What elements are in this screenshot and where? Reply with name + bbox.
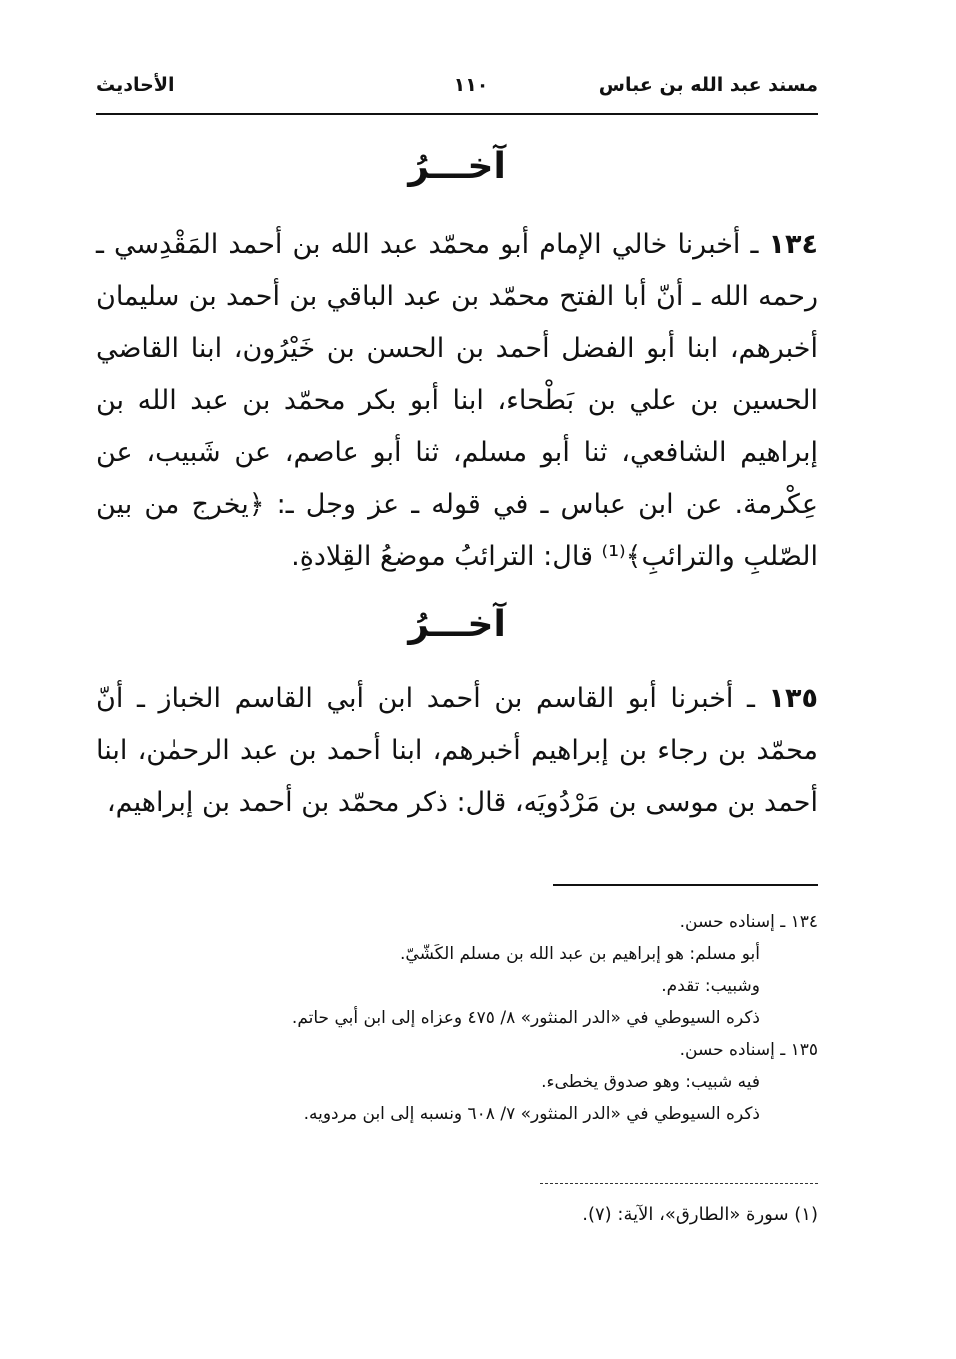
hadith-text: ـ أخبرنا أبو القاسم بن أحمد ابن أبي القاسم الخباز ـ أنّ محمّد بن رجاء بن إبراهيم أخبرهم، ابنا أحمد بن عبد الرحمٰن، ابنا أحمد بن موسى بن مَرْدُويَه، قال: ذكر محمّد بن أحمد بن إبراهيم، xyxy=(96,683,818,818)
note-line: فيه شبيب: وهو صدوق يخطىء. xyxy=(541,1072,760,1092)
note-line: ١٣٤ ـ إسناده حسن. xyxy=(679,912,818,932)
hadith-text: ـ أخبرنا خالي الإمام أبو محمّد عبد الله بن أحمد المَقْدِسي ـ رحمه الله ـ أنّ أبا الفتح محمّد بن عبد الباقي بن أحمد بن سليمان أخبرهم، ابنا أبو الفضل أحمد بن الحسن بن خَيْرُون، ابنا القاضي الحسين بن علي بن بَطْحاء، ابنا أبو بكر محمّد بن عبد الله بن إبراهيم الشافعي، ثنا أبو مسلم، ثنا أبو عاصم، عن شَبيب، عن عِكْرمة. عن ابن عباس ـ في قوله ـ عز وجل ـ: ﴿يخرج من بين الصّلبِ والترائبِ﴾⁽¹⁾ قال: الترائبُ موضعُ القِلادةِ. xyxy=(96,229,818,572)
hadith-number: ١٣٤ xyxy=(768,229,818,260)
section-heading-1: آخـــرُ xyxy=(408,146,506,187)
hadith-134 xyxy=(96,219,818,583)
notes-divider xyxy=(553,884,818,886)
header-divider xyxy=(96,113,818,115)
note-line: وشبيب: تقدم. xyxy=(661,976,760,996)
note-line: ذكره السيوطي في «الدر المنثور» ٧/ ٦٠٨ ونسبه إلى ابن مردويه. xyxy=(303,1104,760,1124)
hadith-135 xyxy=(96,673,818,829)
section-heading-2: آخـــرُ xyxy=(408,604,506,645)
footnote: (١) سورة «الطارق»، الآية: (٧). xyxy=(582,1204,818,1225)
notes-block xyxy=(96,906,818,1130)
note-line: ١٣٥ ـ إسناده حسن. xyxy=(679,1040,818,1060)
running-header xyxy=(96,72,818,106)
footnote-divider xyxy=(540,1183,818,1184)
section-name: الأحاديث xyxy=(96,74,175,96)
book-title: مسند عبد الله بن عباس xyxy=(598,74,818,96)
hadith-number: ١٣٥ xyxy=(768,683,818,714)
page-number: ١١٠ xyxy=(453,74,489,96)
note-line: أبو مسلم: هو إبراهيم بن عبد الله بن مسلم الكَشّيّ. xyxy=(400,944,760,964)
note-line: ذكره السيوطي في «الدر المنثور» ٨/ ٤٧٥ وعزاه إلى ابن أبي حاتم. xyxy=(291,1008,760,1028)
